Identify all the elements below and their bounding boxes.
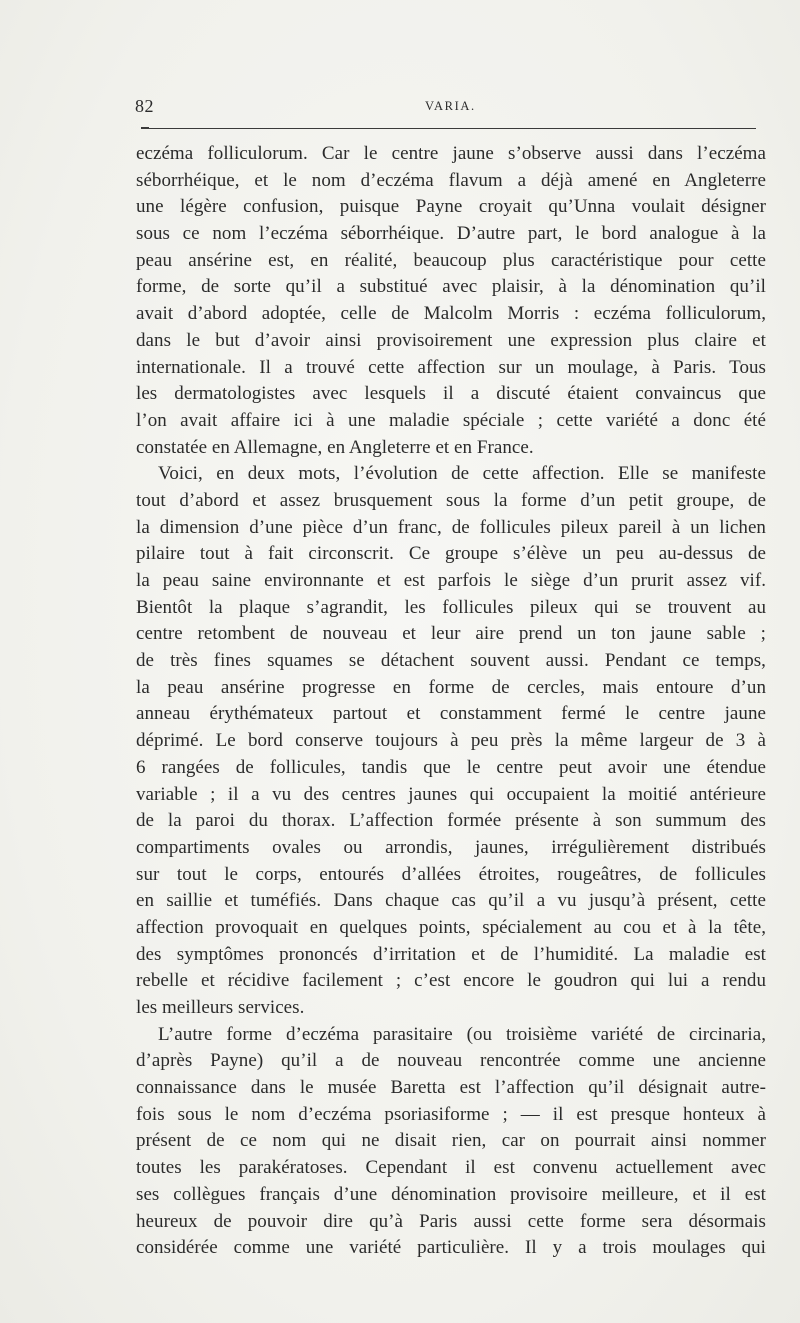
header-rule (144, 128, 756, 129)
text-line: affection provoquait en quelques points, spécialement au cou et à la tête, (136, 916, 766, 938)
text-line: sur tout le corps, entourés d’allées étroites, rougeâtres, de follicules (136, 863, 766, 885)
text-line: la dimension d’une pièce d’un franc, de follicules pileux pareil à un lichen (136, 516, 766, 538)
text-line: compartiments ovales ou arrondis, jaunes, irrégulièrement distribués (136, 836, 766, 858)
text-line: fois sous le nom d’eczéma psoriasiforme ; — il est presque honteux à (136, 1103, 766, 1125)
text-line: de la paroi du thorax. L’affection formée présente à son summum des (136, 810, 766, 832)
text-line: l’on avait affaire ici à une maladie spéciale ; cette variété a donc été (136, 409, 766, 431)
text-line: anneau érythémateux partout et constamment fermé le centre jaune (136, 703, 766, 725)
text-line: sous ce nom l’eczéma séborrhéique. D’autre part, le bord analogue à la (136, 223, 766, 245)
text-line: en saillie et tuméfiés. Dans chaque cas qu’il a vu jusqu’à présent, cette (136, 890, 766, 912)
page-number: 82 (135, 96, 154, 116)
text-line: ses collègues français d’une dénomination provisoire meilleure, et il est (136, 1183, 766, 1205)
text-line-paragraph-start: Voici, en deux mots, l’évolution de cette affection. Elle se manifeste (158, 463, 766, 485)
page-header (135, 96, 764, 120)
text-line-paragraph-end: constatée en Allemagne, en Angleterre et en France. (136, 436, 534, 458)
text-line: connaissance dans le musée Baretta est l’affection qu’il désignait autre- (136, 1077, 766, 1099)
text-line: centre retombent de nouveau et leur aire prend un ton jaune sable ; (136, 623, 766, 645)
text-line: Bientôt la plaque s’agrandit, les follicules pileux qui se trouvent au (136, 596, 766, 618)
text-line: peau ansérine est, en réalité, beaucoup plus caractéristique pour cette (136, 249, 766, 271)
text-line-paragraph-start: L’autre forme d’eczéma parasitaire (ou troisième variété de circinaria, (158, 1023, 766, 1045)
text-line: des symptômes prononcés d’irritation et de l’humidité. La maladie est (136, 943, 766, 965)
body-text (136, 141, 766, 1262)
text-line: variable ; il a vu des centres jaunes qui occupaient la moitié antérieure (136, 783, 766, 805)
text-line: rebelle et récidive facilement ; c’est encore le goudron qui lui a rendu (136, 970, 766, 992)
text-line: heureux de pouvoir dire qu’à Paris aussi cette forme sera désormais (136, 1210, 766, 1232)
text-line: de très fines squames se détachent souvent aussi. Pendant ce temps, (136, 650, 766, 672)
text-line: eczéma folliculorum. Car le centre jaune s’observe aussi dans l’eczéma (136, 143, 766, 164)
text-line: les dermatologistes avec lesquels il a discuté étaient convaincus que (136, 383, 766, 405)
text-line: internationale. Il a trouvé cette affection sur un moulage, à Paris. Tous (136, 356, 766, 378)
running-title: VARIA. (425, 99, 476, 113)
text-line: présent de ce nom qui ne disait rien, car on pourrait ainsi nommer (136, 1130, 766, 1152)
text-line: d’après Payne) qu’il a de nouveau rencontrée comme une ancienne (136, 1050, 766, 1072)
text-line: 6 rangées de follicules, tandis que le centre peut avoir une étendue (136, 756, 766, 778)
text-line: tout d’abord et assez brusquement sous la forme d’un petit groupe, de (136, 489, 766, 511)
text-line: la peau saine environnante et est parfois le siège d’un prurit assez vif. (136, 570, 766, 591)
text-line: toutes les parakératoses. Cependant il est convenu actuellement avec (136, 1157, 766, 1179)
text-line: une légère confusion, puisque Payne croyait qu’Unna voulait désigner (136, 196, 766, 218)
text-line: considérée comme une variété particulière. Il y a trois moulages qui (136, 1237, 766, 1259)
text-line: pilaire tout à fait circonscrit. Ce groupe s’élève un peu au-dessus de (136, 543, 766, 565)
text-line: dans le but d’avoir ainsi provisoirement une expression plus claire et (136, 329, 766, 351)
text-line: séborrhéique, et le nom d’eczéma flavum a déjà amené en Angleterre (136, 169, 766, 191)
text-line: forme, de sorte qu’il a substitué avec plaisir, à la dénomination qu’il (136, 276, 766, 298)
text-line-paragraph-end: les meilleurs services. (136, 997, 305, 1018)
text-line: avait d’abord adoptée, celle de Malcolm Morris : eczéma folliculorum, (136, 303, 766, 325)
text-line: la peau ansérine progresse en forme de cercles, mais entoure d’un (136, 676, 766, 698)
text-line: déprimé. Le bord conserve toujours à peu près la même largeur de 3 à (136, 730, 766, 752)
